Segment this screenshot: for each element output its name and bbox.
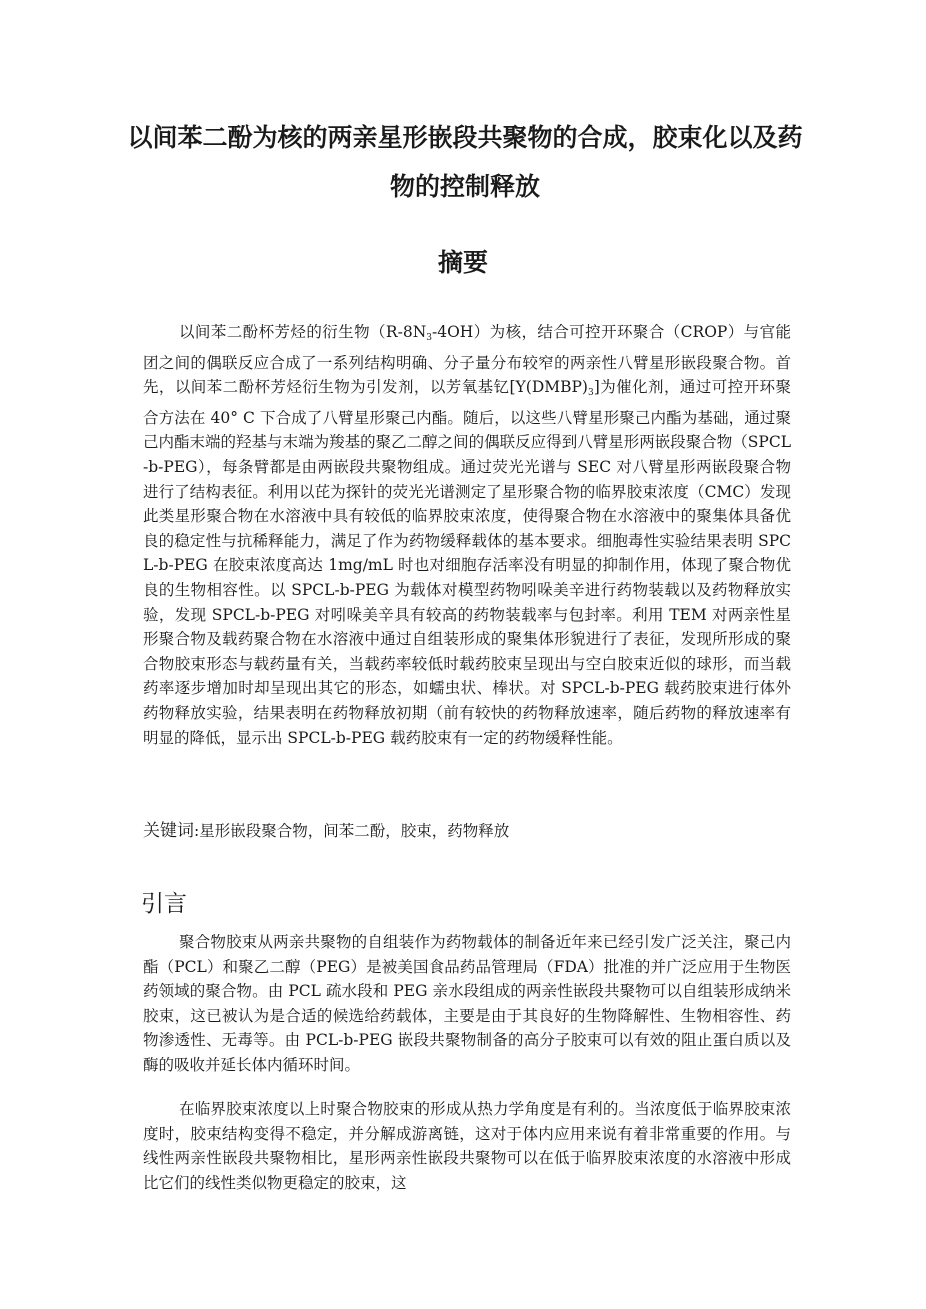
abstract-subscript-2: 3 bbox=[587, 388, 594, 399]
introduction-paragraph-2: 在临界胶束浓度以上时聚合物胶束的形成从热力学角度是有利的。当浓度低于临界胶束浓度时，胶束结构变得不稳定，并分解成游离链，这对于体内应用来说有着非常重要的作用。与线性两亲性嵌段共聚物相比，星形两亲性嵌段共聚物可以在低于临界胶束浓度的水溶液中形成比它们的线性类似物更稳定的胶束，这 bbox=[143, 1100, 791, 1192]
abstract-heading: 摘要 bbox=[437, 248, 488, 277]
keywords-text: 星形嵌段聚合物，间苯二酚，胶束，药物释放 bbox=[199, 822, 510, 840]
introduction-heading: 引言 bbox=[141, 891, 187, 917]
keywords-separator: : bbox=[194, 822, 200, 840]
abstract-text-part1: 以间苯二酚杯芳烃的衍生物（R-8N bbox=[179, 323, 427, 341]
abstract-subscript-1: 3 bbox=[426, 333, 432, 343]
paper-title: 以间苯二酚为核的两亲星形嵌段共聚物的合成，胶束化以及药物的控制释放 bbox=[127, 123, 803, 201]
keywords-label: 关键词 bbox=[143, 821, 194, 841]
abstract-text-part2: -4OH）为核，结合可控开环聚合（CROP）与官能团之间的偶联反应合成了一系列结构明确、分子量分布较窄的两亲性八臂星形嵌段聚合物。首先，以间苯二酚杯芳烃衍生物为引发剂，以芳氧基钇[Y(DMBP) bbox=[143, 323, 791, 397]
abstract-text-part3: ]为催化剂，通过可控开环聚合方法在 40° C 下合成了八臂星形聚己内酯。随后，以这些八臂星形聚己内酯为基础，通过聚己内酯末端的羟基与末端为羧基的聚乙二醇之间的偶联反应得到八臂星形两嵌段聚合物（SPCL-b-PEG），每条臂都是由两嵌段共聚物组成。通过荧光光谱与 SEC 对八臂星形两嵌段聚合物进行了结构表征。利用以芘为探针的荧光光谱测定了星形聚合物的临界胶束浓度（CMC）发现此类星形聚合物在水溶液中具有较低的临界胶束浓度，使得聚合物在水溶液中的聚集体具备优良的稳定性与抗稀释能力，满足了作为药物缓释载体的基本要求。细胞毒性实验结果表明 SPCL-b-PEG 在胶束浓度高达 1mg/mL 时也对细胞存活率没有明显的抑制作用，体现了聚合物优良的生物相容性。以 SPCL-b-PEG 为载体对模型药物吲哚美辛进行药物装载以及药物释放实验，发现 SPCL-b-PEG 对吲哚美辛具有较高的药物装载率与包封率。利用 TEM 对两亲性星形聚合物及载药聚合物在水溶液中通过自组装形成的聚集体形貌进行了表征，发现所形成的聚合物胶束形态与载药量有关，当载药率较低时载药胶束呈现出与空白胶束近似的球形，而当载药率逐步增加时却呈现出其它的形态，如蠕虫状、棒状。对 SPCL-b-PEG 载药胶束进行体外药物释放实验，结果表明在药物释放初期（前有较快的药物释放速率，随后药物的释放速率有明显的降低，显示出 SPCL-b-PEG 载药胶束有一定的药物缓释性能。 bbox=[143, 378, 791, 747]
abstract-body bbox=[143, 320, 791, 750]
introduction-paragraph-1: 聚合物胶束从两亲共聚物的自组装作为药物载体的制备近年来已经引发广泛关注，聚己内酯（PCL）和聚乙二醇（PEG）是被美国食品药品管理局（FDA）批准的并广泛应用于生物医药领域的聚合物。由 PCL 疏水段和 PEG 亲水段组成的两亲性嵌段共聚物可以自组装形成纳米胶束，这已被认为是合适的候选给药载体，主要是由于其良好的生物降解性、生物相容性、药物渗透性、无毒等。由 PCL-b-PEG 嵌段共聚物制备的高分子胶束可以有效的阻止蛋白质以及酶的吸收并延长体内循环时间。 bbox=[143, 933, 791, 1074]
keywords-line bbox=[143, 818, 791, 844]
